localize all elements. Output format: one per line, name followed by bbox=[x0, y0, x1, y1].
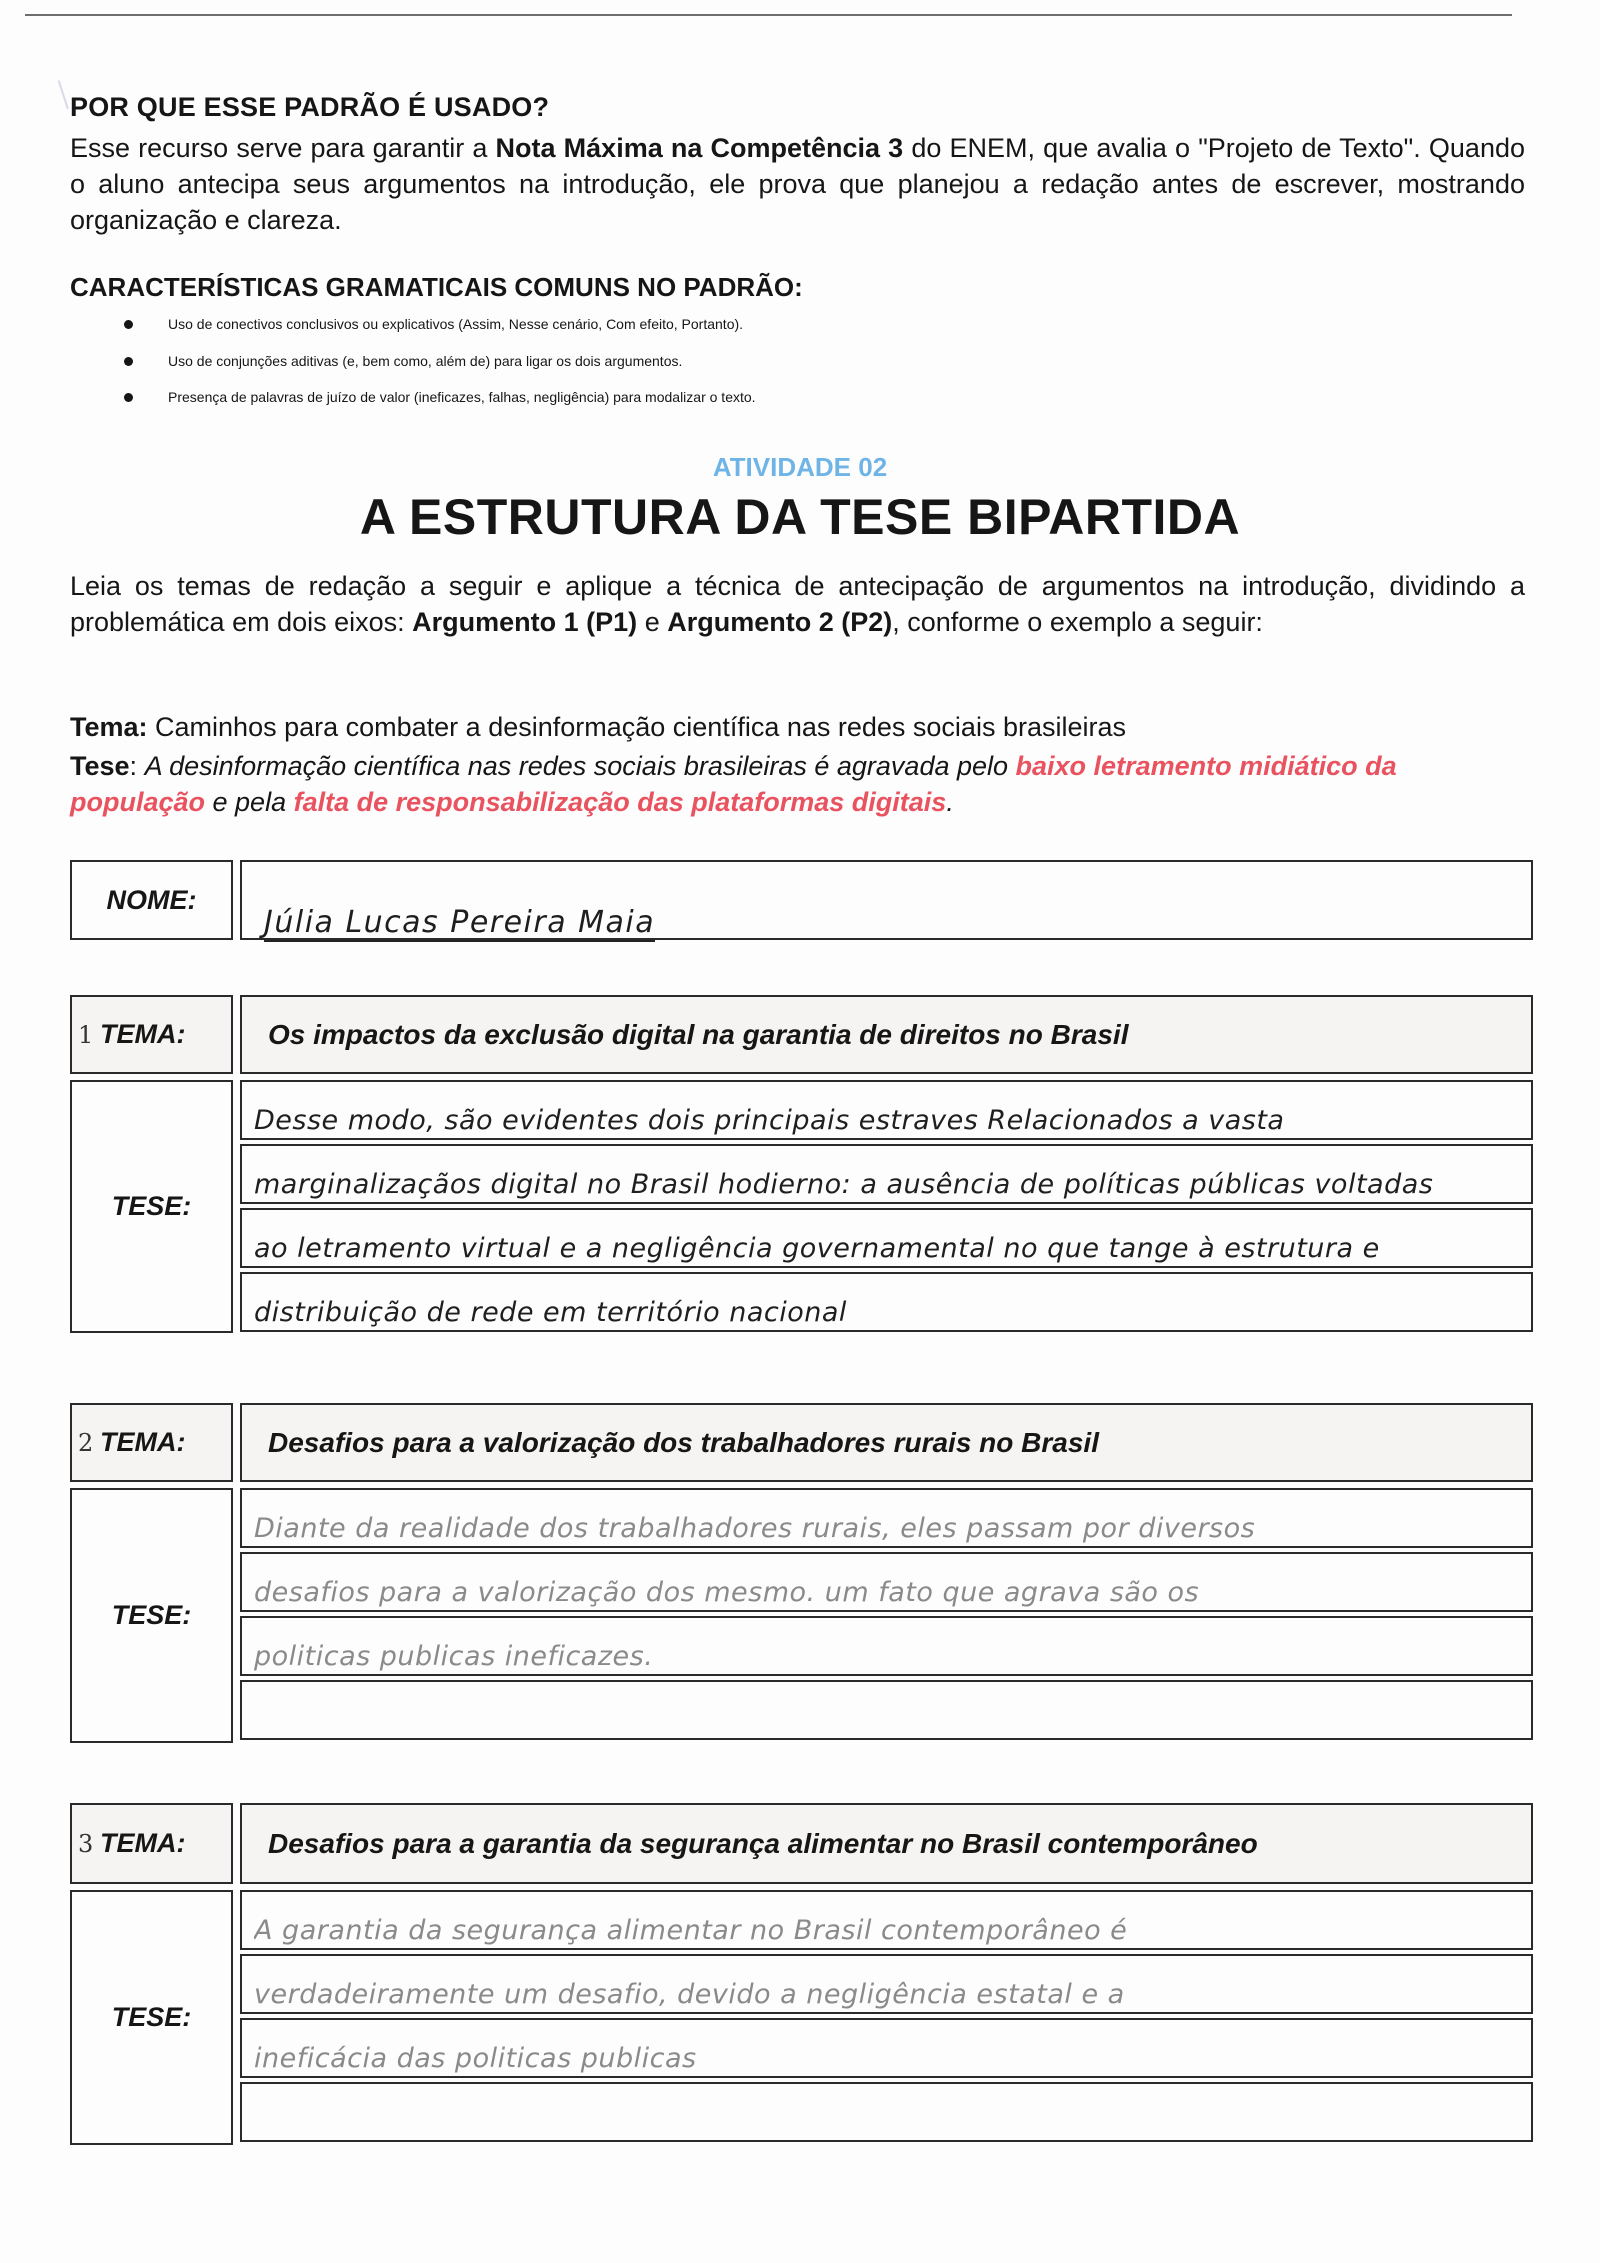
tese-1-label-cell bbox=[70, 1080, 233, 1333]
tema-3-label-cell bbox=[70, 1803, 233, 1884]
answer-line[interactable] bbox=[240, 1208, 1533, 1268]
tese-label: TESE: bbox=[111, 1600, 192, 1630]
why-pattern-heading: POR QUE ESSE PADRÃO É USADO? bbox=[70, 92, 550, 122]
answer-line[interactable] bbox=[240, 1680, 1533, 1740]
handwritten-text: Diante da realidade dos trabalhadores rurais, eles passam por diversos bbox=[254, 1513, 1256, 1544]
tema-2-label-cell bbox=[70, 1403, 233, 1482]
tese-2-answer-lines[interactable] bbox=[240, 1488, 1533, 1744]
argument-1-label: Argumento 1 (P1) bbox=[412, 607, 638, 637]
tema-1-label-cell bbox=[70, 995, 233, 1074]
answer-line[interactable] bbox=[240, 1890, 1533, 1950]
tema-1-cell bbox=[240, 995, 1533, 1074]
answer-line[interactable] bbox=[240, 1144, 1533, 1204]
activity-label: ATIVIDADE 02 bbox=[712, 452, 888, 482]
answer-line[interactable] bbox=[240, 1272, 1533, 1332]
tema-label: TEMA: bbox=[100, 1019, 186, 1049]
handwritten-text: ineficácia das politicas publicas bbox=[254, 2043, 697, 2074]
answer-line[interactable] bbox=[240, 1488, 1533, 1548]
tema-label: TEMA: bbox=[100, 1427, 186, 1457]
example-tema-text: Caminhos para combater a desinformação científica nas redes sociais brasileiras bbox=[147, 712, 1126, 742]
grammar-features-list bbox=[70, 306, 1540, 416]
example-tese-text: A desinformação científica nas redes sociais brasileiras é agravada pelo bbox=[144, 751, 1016, 781]
list-item bbox=[70, 343, 1540, 380]
tese-1-answer-lines[interactable] bbox=[240, 1080, 1533, 1336]
tese-2-label-cell bbox=[70, 1488, 233, 1743]
answer-line[interactable] bbox=[240, 1954, 1533, 2014]
instructions-text: e bbox=[637, 607, 668, 637]
example-tese-label: Tese bbox=[70, 751, 130, 781]
list-item-text: Uso de conectivos conclusivos ou explicativos (Assim, Nesse cenário, Com efeito, Portanto). bbox=[168, 316, 744, 332]
example-tese-argument-2: falta de responsabilização das plataformas digitais bbox=[293, 787, 947, 817]
tema-2-text: Desafios para a valorização dos trabalhadores rurais no Brasil bbox=[268, 1426, 1099, 1458]
name-value: Júlia Lucas Pereira Maia bbox=[264, 905, 656, 940]
question-number-mark: 3 bbox=[78, 1829, 94, 1858]
example-tema bbox=[70, 712, 1126, 743]
handwritten-text: verdadeiramente um desafio, devido a negligência estatal e a bbox=[254, 1979, 1125, 2010]
bullet-icon bbox=[124, 320, 133, 329]
handwritten-text: ao letramento virtual e a negligência governamental no que tange à estrutura e bbox=[254, 1233, 1380, 1264]
example-tese-colon: : bbox=[129, 751, 145, 781]
handwritten-text: distribuição de rede em território nacional bbox=[254, 1297, 847, 1328]
paragraph-bold-text: Nota Máxima na Competência 3 bbox=[495, 133, 904, 163]
paragraph-text: Esse recurso serve para garantir a bbox=[70, 133, 496, 163]
instructions-text: Leia os temas de redação a seguir e aplique a técnica de antecipação de argumentos na introdução, dividindo a problemática em dois eixos: bbox=[70, 571, 1525, 637]
answer-line[interactable] bbox=[240, 1552, 1533, 1612]
tema-1-text: Os impactos da exclusão digital na garantia de direitos no Brasil bbox=[268, 1018, 1129, 1050]
why-pattern-paragraph bbox=[70, 130, 1525, 238]
example-tema-label: Tema: bbox=[70, 712, 148, 742]
answer-line[interactable] bbox=[240, 1616, 1533, 1676]
paragraph-text: do ENEM, que avalia o "Projeto de Texto". Quando o aluno antecipa seus argumentos na introdução, ele prova que planejou a redação antes de escrever, mostrando organização e clareza. bbox=[70, 133, 1525, 235]
answer-line[interactable] bbox=[240, 1080, 1533, 1140]
top-divider-rule bbox=[25, 14, 1512, 16]
question-number-mark: 1 bbox=[78, 1020, 94, 1049]
tese-label: TESE: bbox=[111, 1191, 192, 1221]
tese-3-answer-lines[interactable] bbox=[240, 1890, 1533, 2146]
name-label: NOME: bbox=[106, 884, 197, 915]
example-tese bbox=[70, 748, 1530, 820]
example-tese-text: . bbox=[946, 787, 954, 817]
tema-label: TEMA: bbox=[100, 1828, 186, 1858]
example-tese-argument-1: baixo letramento midiático da população bbox=[70, 751, 1397, 817]
tema-3-cell bbox=[240, 1803, 1533, 1884]
bullet-icon bbox=[124, 357, 133, 366]
question-number-mark: 2 bbox=[78, 1428, 94, 1457]
list-item bbox=[70, 379, 1540, 416]
tese-3-label-cell bbox=[70, 1890, 233, 2145]
argument-2-label: Argumento 2 (P2) bbox=[667, 607, 893, 637]
bullet-icon bbox=[124, 393, 133, 402]
handwritten-text: politicas publicas ineficazes. bbox=[254, 1641, 654, 1672]
handwritten-text: Desse modo, são evidentes dois principais estraves Relacionados a vasta bbox=[254, 1105, 1285, 1136]
name-field[interactable] bbox=[240, 860, 1533, 940]
handwritten-text: A garantia da segurança alimentar no Brasil contemporâneo é bbox=[254, 1915, 1128, 1946]
instructions-text: , conforme o exemplo a seguir: bbox=[892, 607, 1263, 637]
example-tese-text: e pela bbox=[205, 787, 294, 817]
list-item bbox=[70, 306, 1540, 343]
answer-line[interactable] bbox=[240, 2018, 1533, 2078]
name-label-cell bbox=[70, 860, 233, 940]
activity-title: A ESTRUTURA DA TESE BIPARTIDA bbox=[359, 489, 1241, 545]
handwritten-text: marginalizaçãos digital no Brasil hodierno: a ausência de políticas públicas voltadas bbox=[254, 1169, 1434, 1200]
tese-label: TESE: bbox=[111, 2002, 192, 2032]
answer-line[interactable] bbox=[240, 2082, 1533, 2142]
list-item-text: Uso de conjunções aditivas (e, bem como, além de) para ligar os dois argumentos. bbox=[168, 352, 683, 369]
handwritten-text: desafios para a valorização dos mesmo. um fato que agrava são os bbox=[254, 1577, 1200, 1608]
activity-instructions bbox=[70, 568, 1525, 640]
list-item-text: Presença de palavras de juízo de valor (ineficazes, falhas, negligência) para modalizar o texto. bbox=[168, 389, 756, 405]
tema-3-text: Desafios para a garantia da segurança alimentar no Brasil contemporâneo bbox=[268, 1827, 1258, 1859]
tema-2-cell bbox=[240, 1403, 1533, 1482]
grammar-features-heading: CARACTERÍSTICAS GRAMATICAIS COMUNS NO PADRÃO: bbox=[70, 272, 803, 302]
